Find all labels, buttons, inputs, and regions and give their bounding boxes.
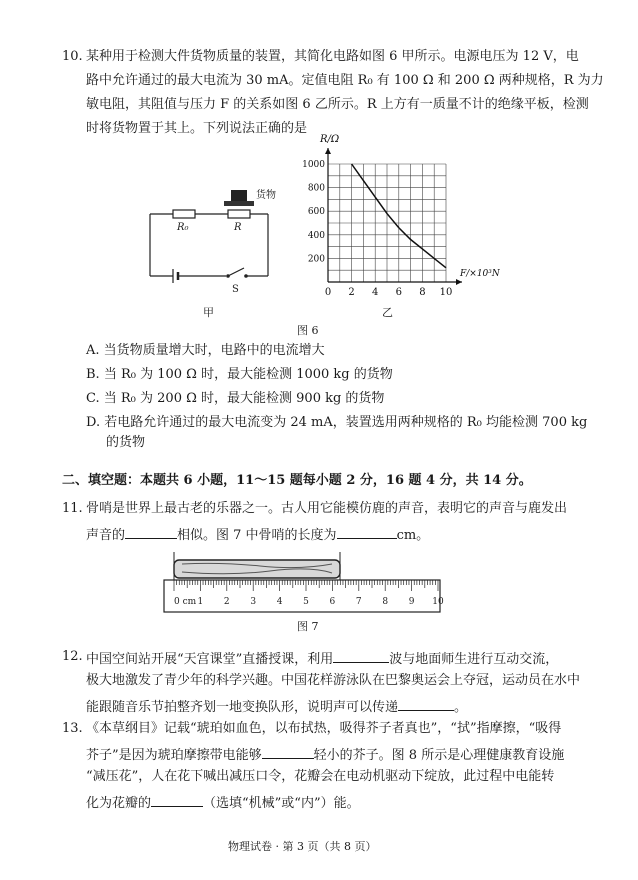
q13-text-a: 芥子”是因为琥珀摩擦带电能够	[86, 748, 262, 763]
switch-symbol	[228, 268, 244, 276]
ruler-tick-label: 7	[355, 597, 362, 607]
q10-stem-line-1: 某种用于检测大件货物质量的装置，其简化电路如图 6 甲所示。电源电压为 12 V，电	[86, 49, 579, 64]
q10-option-a	[86, 342, 325, 360]
q11-line-2	[86, 524, 429, 545]
q10-stem-line-2: 路中允许通过的最大电流为 30 mA。定值电阻 R₀ 有 100 Ω 和 200 Ω 两种规格，R 为力	[86, 73, 604, 88]
insulating-plate	[224, 201, 254, 206]
x-axis-arrow	[456, 279, 462, 285]
label-r0: R₀	[177, 222, 189, 233]
x-tick-label: 4	[372, 287, 379, 298]
q12-text-a: 中国空间站开展“天宫课堂”直播授课，利用	[86, 652, 334, 667]
graph-sublabel: 乙	[382, 306, 393, 319]
x-axis-label: F/×10³N	[460, 269, 500, 279]
q12-text-d: 。	[454, 700, 468, 715]
q10-option-b	[86, 366, 393, 384]
q13-line-4	[86, 792, 360, 813]
cargo-block	[231, 190, 247, 201]
label-cargo: 货物	[256, 190, 276, 201]
q13-blank-2[interactable]	[151, 792, 203, 807]
y-tick-label: 600	[307, 207, 325, 218]
ruler-tick-label: 6	[329, 597, 336, 607]
q12-blank-2[interactable]	[398, 696, 454, 711]
y-tick-label: 400	[307, 230, 325, 241]
ruler-tick-label: 0 cm	[174, 597, 197, 607]
q13-line-3: “减压花”，人在花下喊出减压口令，花瓣会在电动机驱动下绽放，此过程中电能转	[86, 769, 555, 784]
circuit-diagram	[140, 180, 290, 305]
ruler-tick-label: 9	[408, 597, 415, 607]
y-tick-label: 1000	[302, 160, 325, 170]
y-tick-label: 800	[307, 183, 325, 194]
y-axis-arrow	[325, 148, 331, 154]
q11-blank-2[interactable]	[337, 524, 397, 539]
q11-text-c: cm。	[396, 528, 430, 543]
section2-heading: 二、填空题：本题共 6 小题，11～15 题每小题 2 分，16 题 4 分，共 14 分。	[62, 473, 532, 488]
q10-stem-line-4: 时将货物置于其上。下列说法正确的是	[86, 121, 308, 136]
q12-text-b: 波与地面师生进行互动交流，	[389, 652, 559, 667]
option-b-text: 当 R₀ 为 100 Ω 时，最大能检测 1000 kg 的货物	[103, 367, 393, 382]
label-switch: S	[232, 284, 239, 295]
option-a-text: 当货物质量增大时，电路中的电流增大	[103, 343, 325, 358]
figure6-caption: 图 6	[297, 324, 319, 337]
x-tick-label: 10	[439, 287, 453, 298]
q12-line-3	[86, 696, 467, 717]
ruler-tick-label: 3	[250, 597, 257, 607]
ruler-tick-label: 1	[197, 597, 204, 607]
option-d-text: 若电路允许通过的最大电流变为 24 mA，装置选用两种规格的 R₀ 均能检测 700 kg	[104, 415, 588, 430]
ruler-figure	[160, 550, 445, 616]
q11-blank-1[interactable]	[125, 524, 177, 539]
q10-option-d-cont: 的货物	[106, 435, 146, 450]
q13-text-c: 化为花瓣的	[86, 796, 152, 811]
y-tick-label: 200	[307, 254, 325, 265]
q12-number: 12.	[62, 649, 83, 664]
q10-stem-line-3: 敏电阻，其阻值与压力 F 的关系如图 6 乙所示。R 上方有一质量不计的绝缘平板，检测	[86, 97, 589, 112]
q12-line-2: 极大地激发了青少年的科学兴趣。中国花样游泳队在巴黎奥运会上夺冠，运动员在水中	[86, 673, 581, 688]
x-tick-label: 6	[395, 287, 402, 298]
option-d-label: D.	[86, 415, 101, 430]
bone-whistle	[174, 560, 340, 578]
x-tick-label: 8	[419, 287, 426, 298]
ruler-tick-label: 5	[303, 597, 309, 607]
figure7-caption: 图 7	[297, 620, 319, 633]
ruler-tick-label: 8	[382, 597, 389, 607]
circuit-sublabel: 甲	[203, 306, 214, 319]
q11-text-b: 相似。图 7 中骨哨的长度为	[177, 528, 337, 543]
resistor-r	[228, 210, 250, 218]
ruler-tick-label: 2	[223, 597, 230, 607]
resistor-r0	[173, 210, 195, 218]
option-a-label: A.	[86, 343, 100, 358]
ruler-tick-label: 10	[432, 597, 444, 607]
q12-text-c: 能跟随音乐节拍整齐划一地变换队形，说明声可以传递	[86, 700, 399, 715]
y-axis-label: R/Ω	[320, 134, 340, 145]
x-tick-label: 0	[324, 287, 332, 298]
q11-number: 11.	[62, 501, 83, 516]
x-tick-label: 2	[348, 287, 355, 298]
q12-blank-1[interactable]	[333, 648, 389, 663]
q11-line-1: 骨哨是世界上最古老的乐器之一。古人用它能模仿鹿的声音，表明它的声音与鹿发出	[86, 501, 568, 516]
q10-number: 10.	[62, 49, 83, 64]
ruler-tick-label: 4	[276, 597, 283, 607]
q13-number: 13.	[62, 721, 83, 736]
q13-blank-1[interactable]	[262, 744, 314, 759]
q13-text-b: 轻小的芥子。图 8 所示是心理健康教育设施	[313, 748, 565, 763]
page-footer: 物理试卷 · 第 3 页（共 8 页）	[228, 840, 377, 853]
option-c-label: C.	[86, 391, 100, 406]
q12-line-1	[86, 648, 558, 669]
label-r: R	[234, 222, 242, 233]
q13-line-2	[86, 744, 564, 765]
q13-line-1: 《本草纲目》记载“琥珀如血色，以布拭热，吸得芥子者真也”，“拭”指摩擦，“吸得	[86, 721, 562, 736]
rf-graph	[300, 130, 520, 300]
option-b-label: B.	[86, 367, 100, 382]
q11-text-a: 声音的	[86, 528, 126, 543]
option-c-text: 当 R₀ 为 200 Ω 时，最大能检测 900 kg 的货物	[103, 391, 385, 406]
q10-option-c	[86, 390, 384, 408]
q13-text-d: （选填“机械”或“内”）能。	[203, 796, 360, 811]
q10-option-d	[86, 414, 587, 432]
